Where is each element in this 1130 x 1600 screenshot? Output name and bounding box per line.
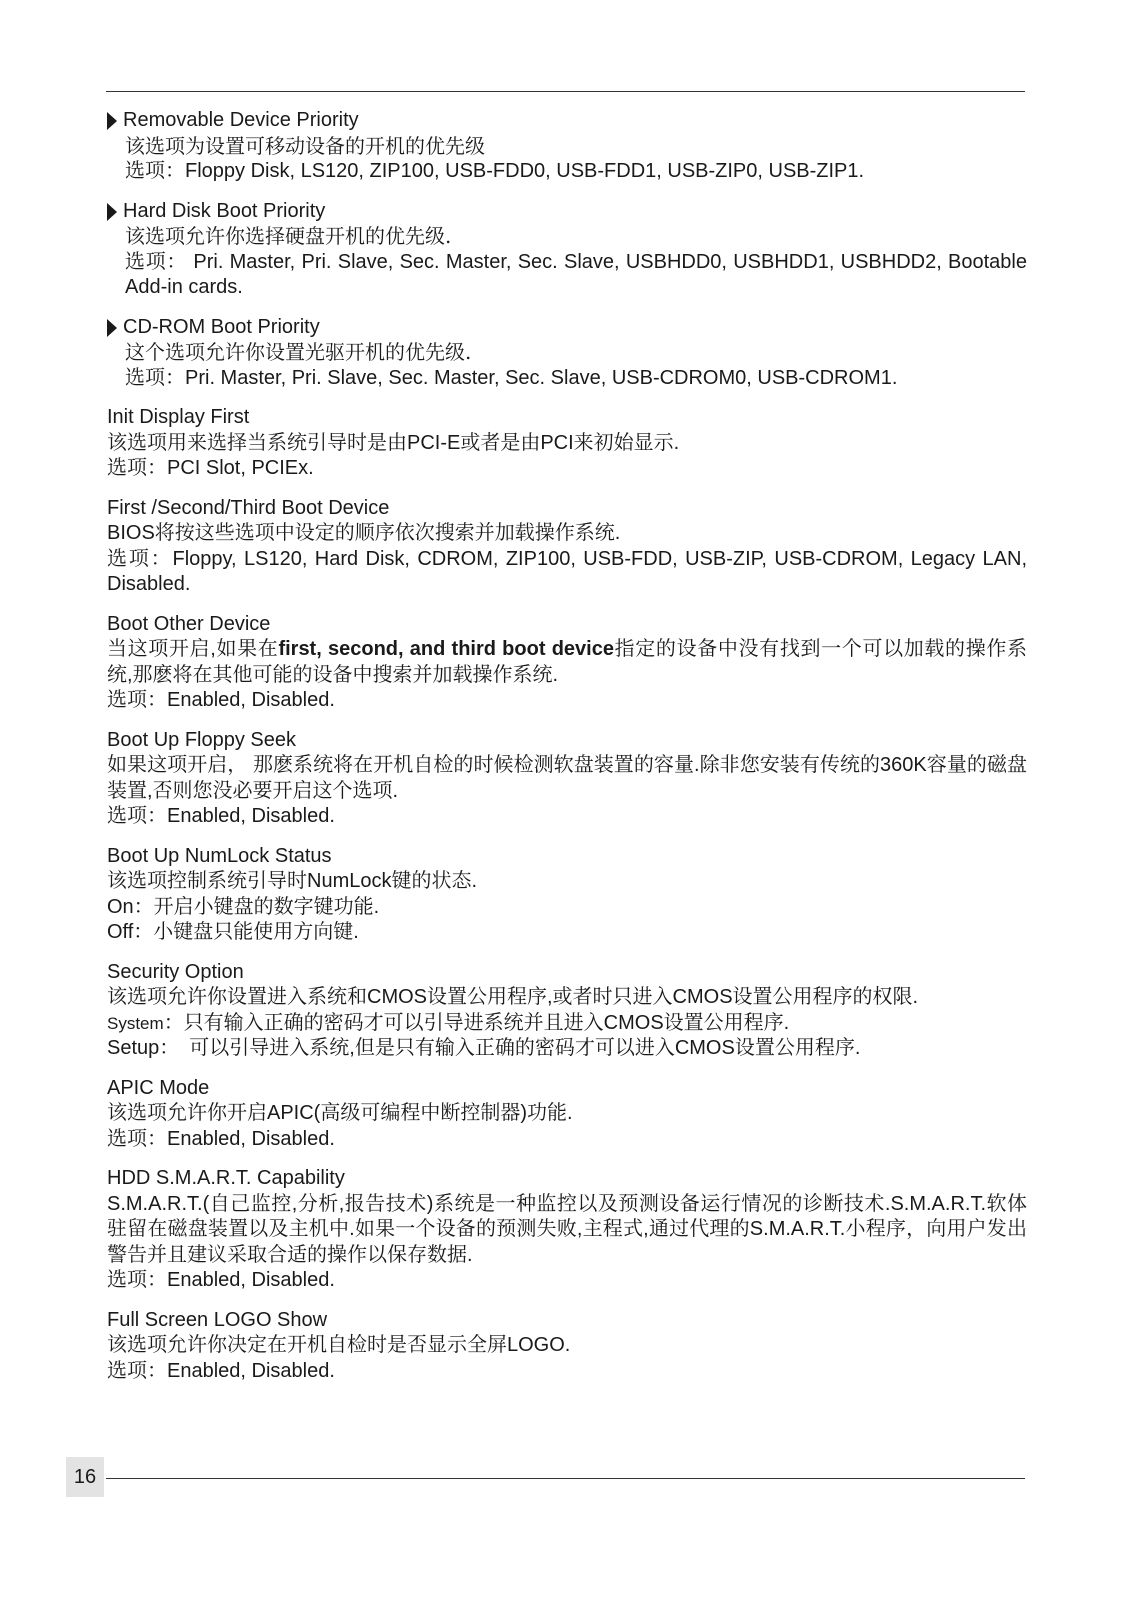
description-prefix: 当这项开启,如果在 (107, 638, 279, 660)
section-title: Removable Device Priority (123, 109, 359, 131)
section-boot-up-numlock-status (107, 844, 1027, 946)
description-emphasis: first, second, and third boot device (278, 638, 614, 660)
system-text: ：只有输入正确的密码才可以引导进系统并且进入CMOS设置公用程序. (163, 1011, 790, 1034)
section-options: 选项：Enabled, Disabled. (107, 805, 335, 827)
section-options: 选项：Enabled, Disabled. (107, 1359, 335, 1382)
section-title: HDD S.M.A.R.T. Capability (107, 1167, 345, 1189)
section-boot-other-device (107, 612, 1027, 714)
section-removable-device-priority (107, 108, 1027, 185)
section-description: 该选项允许你开启APIC(高级可编程中断控制器)功能. (107, 1102, 573, 1124)
section-description: 该选项允许你决定在开机自检时是否显示全屏LOGO. (107, 1334, 571, 1356)
section-description: 这个选项允许你设置光驱开机的优先级. (125, 340, 472, 364)
section-security-option (107, 960, 1027, 1062)
section-heading (107, 199, 1027, 225)
section-options: 选项：Pri. Master, Pri. Slave, Sec. Master, Sec. Slave, USB-CDROM0, USB-CDROM1. (125, 366, 898, 389)
section-heading (107, 108, 1027, 134)
section-apic-mode (107, 1076, 1027, 1153)
section-options: 选项：Floppy, LS120, Hard Disk, CDROM, ZIP100, USB-FDD, USB-ZIP, USB-CDROM, Legacy LAN, Disabled. (107, 547, 1027, 595)
section-options: 选项：PCI Slot, PCIEx. (107, 457, 314, 479)
section-title: First /Second/Third Boot Device (107, 496, 390, 519)
security-system-option (107, 1011, 1027, 1037)
section-description: 该选项允许你选择硬盘开机的优先级. (125, 224, 452, 248)
top-divider (106, 91, 1025, 92)
section-description: 该选项用来选择当系统引导时是由PCI-E或者是由PCI来初始显示. (107, 431, 680, 454)
section-description: 该选项允许你设置进入系统和CMOS设置公用程序,或者时只进入CMOS设置公用程序的权限. (107, 986, 919, 1008)
section-title: CD-ROM Boot Priority (123, 315, 320, 338)
section-title: Boot Up NumLock Status (107, 844, 332, 867)
section-boot-device (107, 496, 1027, 598)
section-description (107, 637, 1027, 688)
section-options: 选项：Floppy Disk, LS120, ZIP100, USB-FDD0, USB-FDD1, USB-ZIP0, USB-ZIP1. (125, 160, 865, 182)
section-full-screen-logo-show (107, 1308, 1027, 1385)
manual-page-content (107, 108, 1027, 1398)
section-options: 选项：Enabled, Disabled. (107, 689, 335, 711)
section-title: APIC Mode (107, 1076, 210, 1099)
security-setup-option: Setup： 可以引导进入系统,但是只有输入正确的密码才可以进入CMOS设置公用程序. (107, 1037, 861, 1059)
triangle-bullet-icon (107, 112, 117, 130)
section-title: Boot Up Floppy Seek (107, 728, 296, 751)
section-description: 如果这项开启， 那麽系统将在开机自检的时候检测软盘装置的容量.除非您安装有传统的360K容量的磁盘装置,否则您没必要开启这个选项. (107, 754, 1027, 802)
section-description: BIOS将按这些选项中设定的顺序依次搜索并加载操作系统. (107, 522, 621, 544)
section-title: Boot Other Device (107, 612, 271, 635)
section-heading (107, 315, 1027, 341)
section-description: 该选项控制系统引导时NumLock键的状态. (107, 870, 478, 892)
section-hard-disk-boot-priority (107, 199, 1027, 301)
triangle-bullet-icon (107, 319, 117, 337)
section-hdd-smart-capability (107, 1166, 1027, 1294)
section-init-display-first (107, 405, 1027, 482)
section-description: S.M.A.R.T.(自己监控,分析,报告技术)系统是一种监控以及预测设备运行情况的诊断技术.S.M.A.R.T.软体驻留在磁盘装置以及主机中.如果一个设备的预测失败,主程式,通过代理的S.M.A.R.T.小程序，向用户发出警告并且建议采取合适的操作以保存数据. (107, 1192, 1027, 1266)
section-title: Full Screen LOGO Show (107, 1308, 328, 1331)
section-boot-up-floppy-seek (107, 728, 1027, 830)
page-footer (66, 1457, 1026, 1497)
section-title: Security Option (107, 960, 244, 983)
system-label: System (107, 1013, 164, 1033)
page-number: 16 (66, 1457, 104, 1497)
bottom-divider (106, 1478, 1025, 1479)
description-suffix: 指定的设备中没有找到一个可以加载的操作系统,那麽将在其他可能的设备中搜索并加载操作系统. (107, 638, 1028, 686)
section-cdrom-boot-priority (107, 315, 1027, 392)
section-title: Init Display First (107, 406, 250, 428)
numlock-on-option: On：开启小键盘的数字键功能. (107, 895, 380, 918)
triangle-bullet-icon (107, 203, 117, 221)
section-title: Hard Disk Boot Priority (123, 199, 326, 222)
section-options: 选项： Pri. Master, Pri. Slave, Sec. Master, Sec. Slave, USBHDD0, USBHDD1, USBHDD2, Bootable Add-in cards. (125, 250, 1027, 298)
section-description: 该选项为设置可移动设备的开机的优先级 (125, 133, 485, 158)
section-options: 选项：Enabled, Disabled. (107, 1127, 335, 1150)
numlock-off-option: Off：小键盘只能使用方向键. (107, 921, 359, 943)
section-options: 选项：Enabled, Disabled. (107, 1269, 335, 1291)
